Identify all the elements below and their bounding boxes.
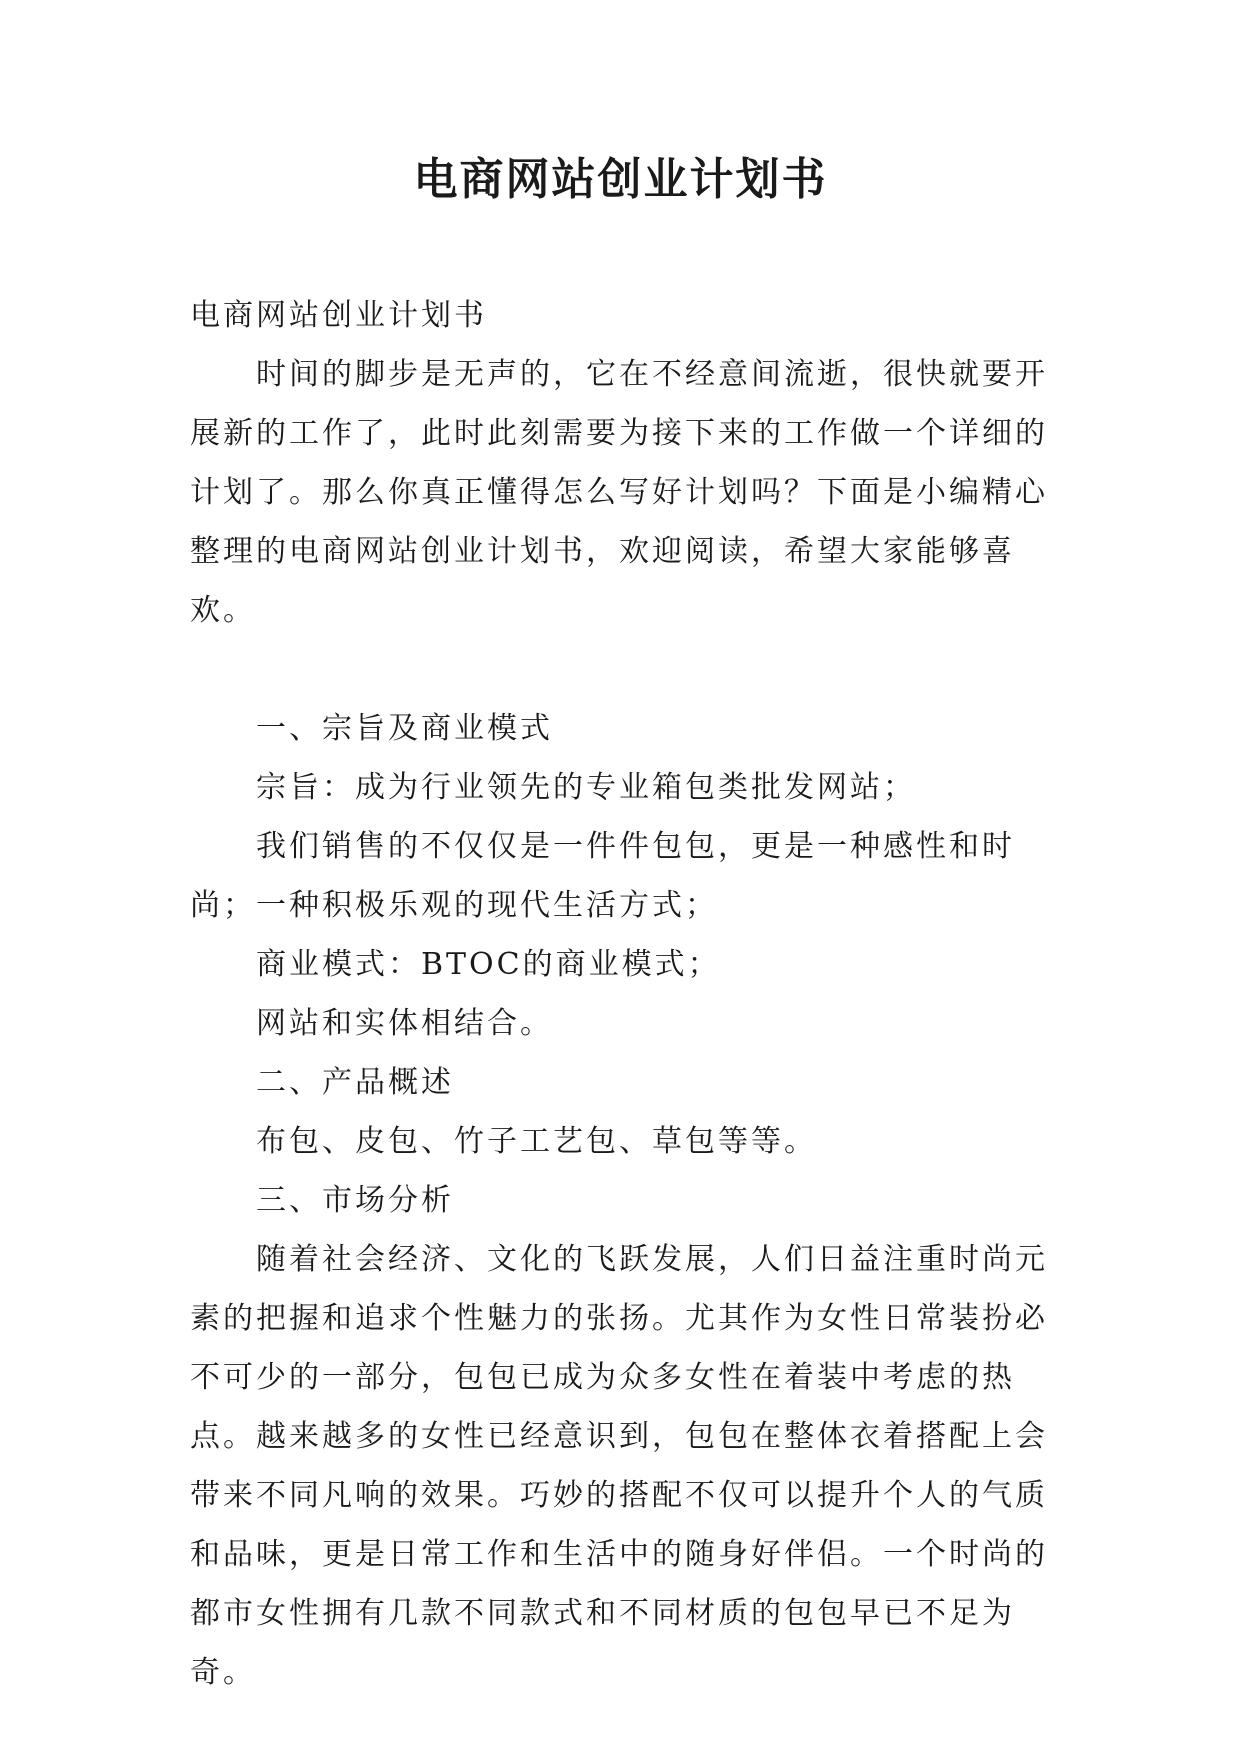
purpose-paragraph: 宗旨：成为行业领先的专业箱包类批发网站；: [256, 770, 916, 805]
sell-paragraph: 我们销售的不仅仅是一件件包包，更是一种感性和时尚；一种积极乐观的现代生活方式；: [190, 829, 1015, 923]
intro-paragraph: 时间的脚步是无声的，它在不经意间流逝，很快就要开展新的工作了，此时此刻需要为接下来的工作做一个详细的计划了。那么你真正懂得怎么写好计划吗？下面是小编精心整理的电商网站创业计划书，欢迎阅读，希望大家能够喜欢。: [190, 357, 1048, 628]
section-1-heading: 一、宗旨及商业模式: [256, 711, 553, 746]
product-overview-paragraph: 布包、皮包、竹子工艺包、草包等等。: [256, 1124, 817, 1159]
online-offline-paragraph: 网站和实体相结合。: [256, 1006, 553, 1041]
section-2-heading: 二、产品概述: [256, 1065, 454, 1100]
paragraph-spacer: [190, 640, 1052, 699]
market-analysis-paragraph: 随着社会经济、文化的飞跃发展，人们日益注重时尚元素的把握和追求个性魅力的张扬。尤其作为女性日常装扮必不可少的一部分，包包已成为众多女性在着装中考虑的热点。越来越多的女性已经意识到，包包在整体衣着搭配上会带来不同凡响的效果。巧妙的搭配不仅可以提升个人的气质和品味，更是日常工作和生活中的随身好伴侣。一个时尚的都市女性拥有几款不同款式和不同材质的包包早已不足为奇。: [190, 1242, 1048, 1690]
business-model-paragraph: 商业模式：BTOC的商业模式；: [256, 947, 721, 982]
section-3-heading: 三、市场分析: [256, 1183, 454, 1218]
document-body: [190, 286, 1052, 1702]
document-subtitle: 电商网站创业计划书: [190, 298, 487, 333]
document-title: 电商网站创业计划书: [413, 154, 828, 205]
